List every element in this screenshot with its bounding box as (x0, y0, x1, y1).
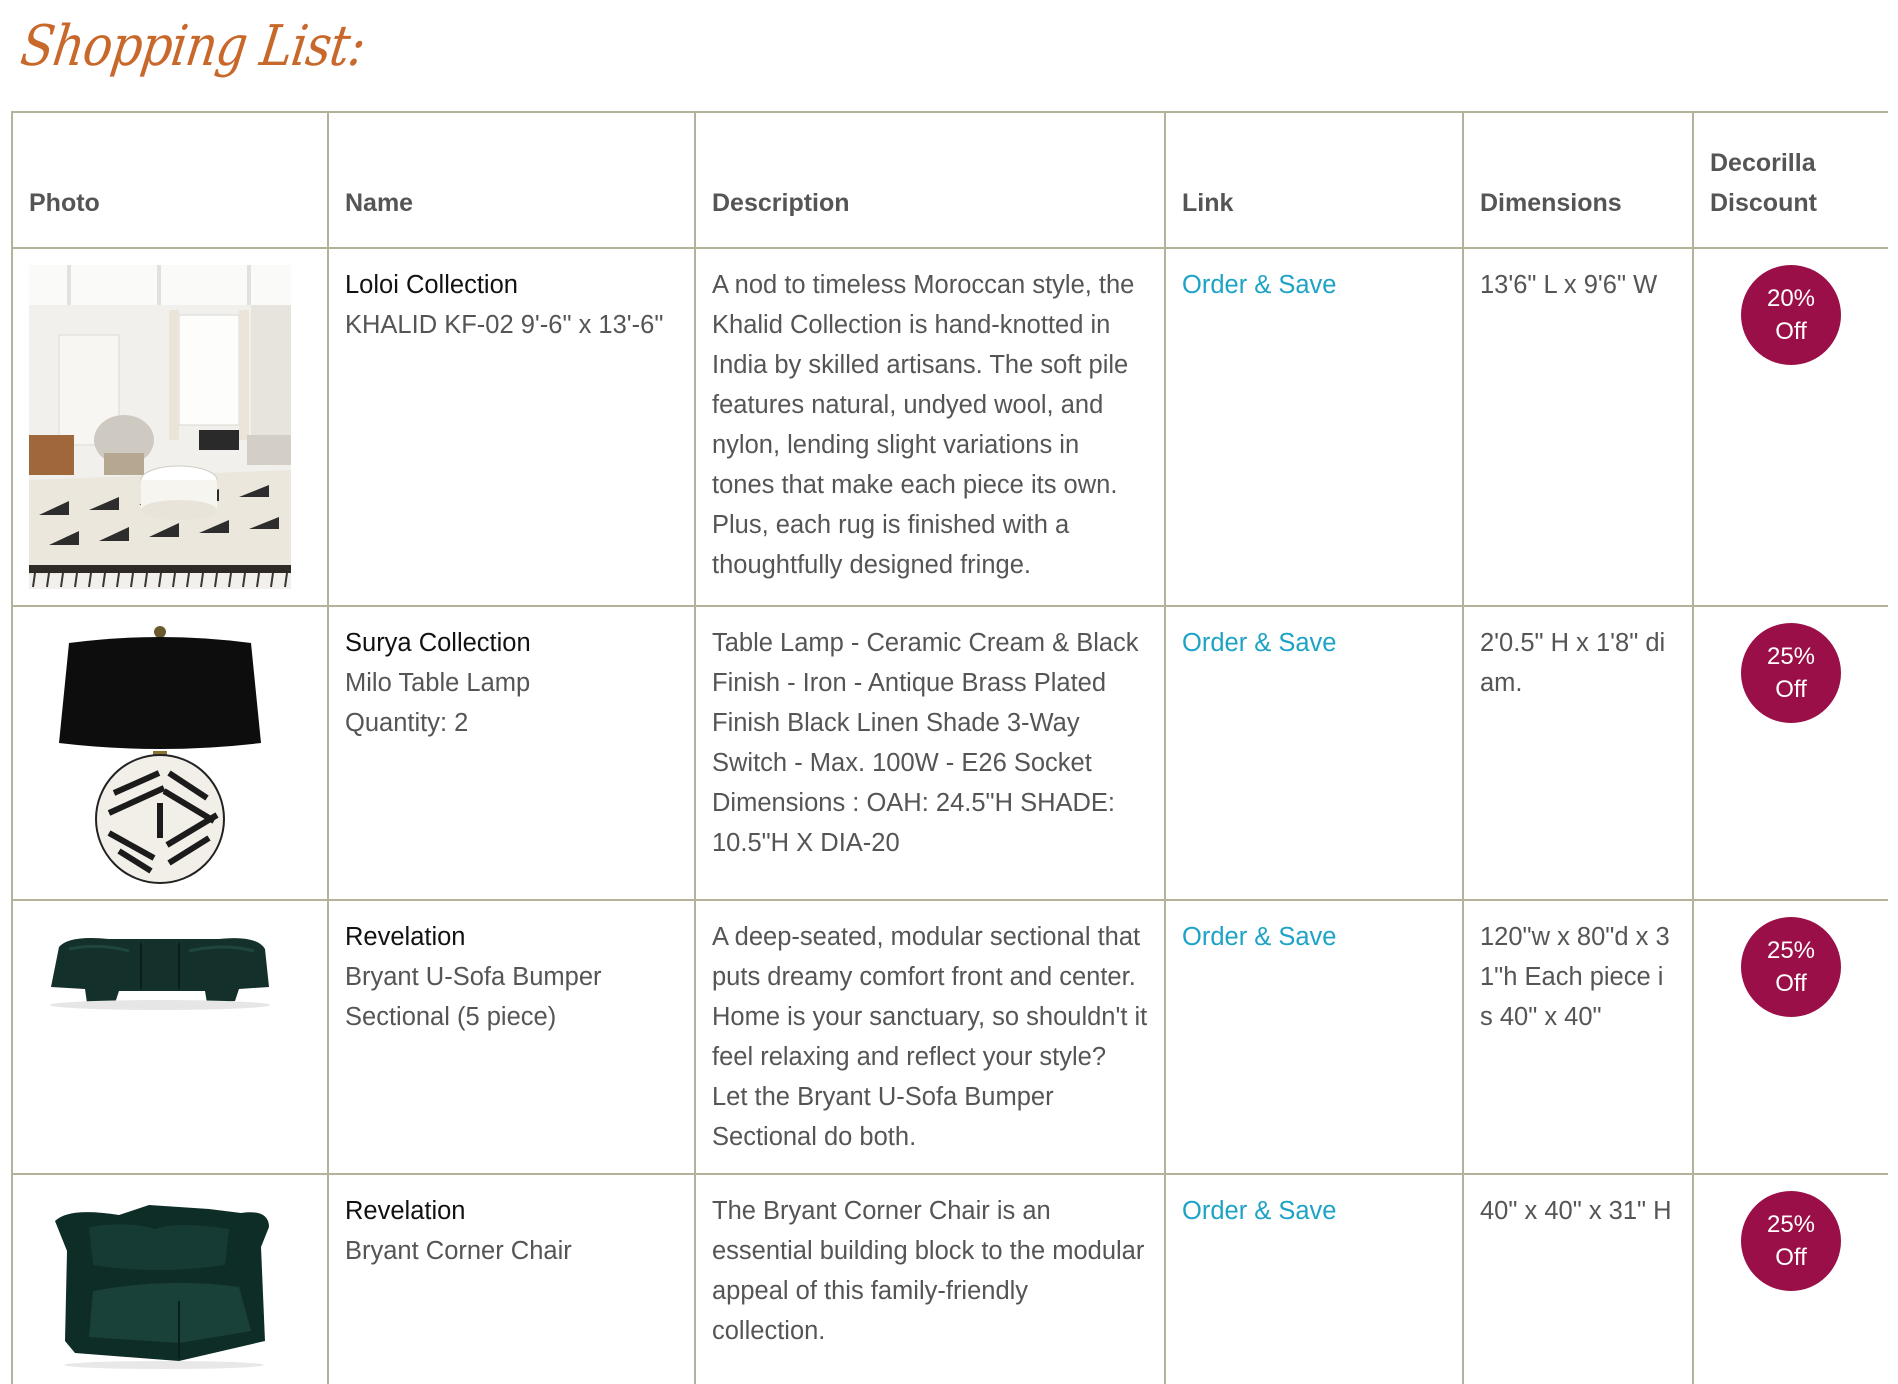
header-dimensions: Dimensions (1463, 112, 1693, 248)
product-name: Bryant U-Sofa Bumper Sectional (5 piece) (345, 963, 602, 1031)
discount-off: Off (1775, 676, 1807, 703)
product-brand: Surya Collection (345, 629, 531, 657)
discount-percent: 20% (1766, 285, 1816, 312)
header-name: Name (328, 112, 695, 248)
sectional-sofa-photo (29, 917, 291, 1017)
product-brand: Loloi Collection (345, 271, 518, 299)
discount-percent: 25% (1766, 1211, 1816, 1238)
header-discount (1693, 112, 1888, 248)
product-name: Milo Table Lamp (345, 669, 531, 697)
discount-badge (1741, 917, 1841, 1017)
product-name: Bryant Corner Chair (345, 1237, 572, 1265)
product-brand: Revelation (345, 1197, 466, 1225)
discount-off: Off (1775, 970, 1807, 997)
order-and-save-link[interactable]: Order & Save (1182, 271, 1337, 299)
product-dimensions: 120"w x 80"d x 31"h Each piece is 40" x 40" (1463, 900, 1693, 1174)
product-description: A deep-seated, modular sectional that puts dreamy comfort front and center. Home is your sanctuary, so shouldn't it feel relaxing and reflect your style? Let the Bryant U-Sofa Bumper Sectional do both. (695, 900, 1165, 1174)
table-row (12, 248, 1888, 606)
table-lamp-photo (29, 623, 291, 885)
corner-chair-photo (29, 1191, 291, 1371)
page-title: Shopping List: (16, 14, 369, 79)
order-and-save-link[interactable]: Order & Save (1182, 629, 1337, 657)
table-row (12, 606, 1888, 900)
product-dimensions: 2'0.5" H x 1'8" diam. (1463, 606, 1693, 900)
header-link: Link (1165, 112, 1463, 248)
order-and-save-link[interactable]: Order & Save (1182, 1197, 1337, 1225)
table-row (12, 900, 1888, 1174)
discount-badge (1741, 1191, 1841, 1291)
product-name: KHALID KF-02 9'-6" x 13'-6" (345, 311, 664, 339)
discount-off: Off (1775, 1244, 1807, 1271)
header-discount-line1: Decorilla (1710, 149, 1816, 177)
discount-percent: 25% (1766, 643, 1816, 670)
shopping-list-table (11, 111, 1888, 1384)
product-brand: Revelation (345, 923, 466, 951)
rug-room-photo (29, 265, 291, 589)
product-description: A nod to timeless Moroccan style, the Khalid Collection is hand-knotted in India by skilled artisans. The soft pile features natural, undyed wool, and nylon, lending slight variations in tones that make each piece its own. Plus, each rug is finished with a thoughtfully designed fringe. (695, 248, 1165, 606)
product-quantity: Quantity: 2 (345, 709, 469, 737)
discount-off: Off (1775, 318, 1807, 345)
header-discount-line2: Discount (1710, 189, 1817, 217)
discount-badge (1741, 265, 1841, 365)
order-and-save-link[interactable]: Order & Save (1182, 923, 1337, 951)
discount-percent: 25% (1766, 937, 1816, 964)
discount-badge (1741, 623, 1841, 723)
product-description: The Bryant Corner Chair is an essential building block to the modular appeal of this family-friendly collection. (695, 1174, 1165, 1384)
header-description: Description (695, 112, 1165, 248)
header-row (12, 112, 1888, 248)
header-photo: Photo (12, 112, 328, 248)
product-description: Table Lamp - Ceramic Cream & Black Finish - Iron - Antique Brass Plated Finish Black Linen Shade 3-Way Switch - Max. 100W - E26 Socket Dimensions : OAH: 24.5"H SHADE: 10.5"H X DIA-20 (695, 606, 1165, 900)
product-dimensions: 40" x 40" x 31" H (1463, 1174, 1693, 1384)
product-dimensions: 13'6" L x 9'6" W (1463, 248, 1693, 606)
table-row (12, 1174, 1888, 1384)
